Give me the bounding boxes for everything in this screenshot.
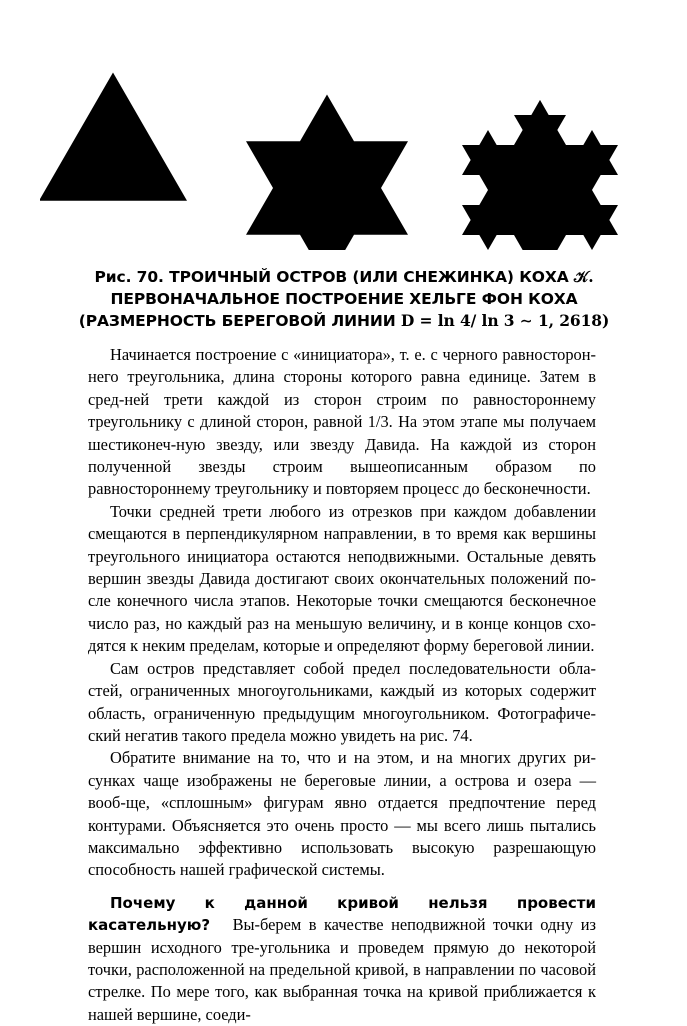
section-heading: Почему к данной кривой нельзя провести касательную? (88, 893, 596, 935)
dimension-formula: D = ln 4/ ln 3 ∼ 1, 2618) (400, 311, 610, 330)
caption-line-1: Рис. 70. ТРОИЧНЫЙ ОСТРОВ (ИЛИ СНЕЖИНКА) КОХА 𝒦. (94, 267, 594, 286)
koch-figures (40, 66, 660, 250)
star-of-david (246, 94, 408, 250)
caption-line-2: ПЕРВОНАЧАЛЬНОЕ ПОСТРОЕНИЕ ХЕЛЬГЕ ФОН КОХА (110, 290, 578, 308)
paragraph-initiator: Начинается построение с «инициатора», т. е. с черного равносторон-него треугольника, длина стороны которого равна единице. Затем в сред-ней трети каждой из сторон строим по равностороннему треугольнику с длиной сторон, равной 1/3. На этом этапе мы получаем шестиконеч-ную звезду, или звезду Давида. На каждой из сторон полученной звезды строим вышеописанным образом по равностороннему треугольнику и повторяем процесс до бесконечности. (88, 345, 596, 499)
koch-symbol: 𝒦. (573, 267, 594, 286)
figure-caption (50, 266, 638, 332)
body-text (88, 344, 596, 1026)
caption-line-3: (РАЗМЕРНОСТЬ БЕРЕГОВОЙ ЛИНИИ D = ln 4/ ln 3 ∼ 1, 2618) (78, 311, 610, 330)
paragraph-tangent (88, 892, 596, 1026)
paragraph-displacement: Точки средней трети любого из отрезков при каждом добавлении смещаются в перпендикулярном направлении, в то время как вершины треугольного инициатора остаются неподвижными. Остальные девять вершин звезды Давида достигают своих окончательных положений по-сле конечного числа этапов. Некоторые точки смещаются бесконечное число раз, но каждый раз на меньшую величину, и в конце концов схо-дятся к неким пределам, которые и определяют форму береговой линии. (88, 501, 596, 656)
koch-snowflake-stage-2 (462, 100, 618, 250)
paragraph-island: Сам остров представляет собой предел последовательности обла-стей, ограниченных многоугольниками, каждый из которых содержит область, ограниченную предыдущим многоугольником. Фотографиче-ский негатив такого предела можно увидеть на рис. 74. (88, 658, 596, 745)
paragraph-islands-lakes: Обратите внимание на то, что и на этом, и на многих других ри-сунках чаще изображены не береговые линии, а острова и озера — вооб-ще, «сплошным» фигурам явно отдается предпочтение перед контурами. Объясняется это очень просто — мы всего лишь пытались максимально эффективно использовать высокую разрешающую способность нашей графической системы. (88, 748, 596, 880)
initiator-triangle (40, 73, 187, 201)
koch-figure-row (40, 66, 660, 250)
section-text: Вы-берем в качестве неподвижной точки одну из вершин исходного тре-угольника и проведем прямую до некоторой точки, расположенной на предельной кривой, в направлении по часовой стрелке. По мере того, как выбранная точка на кривой приближается к нашей вершине, соеди- (88, 915, 596, 1024)
